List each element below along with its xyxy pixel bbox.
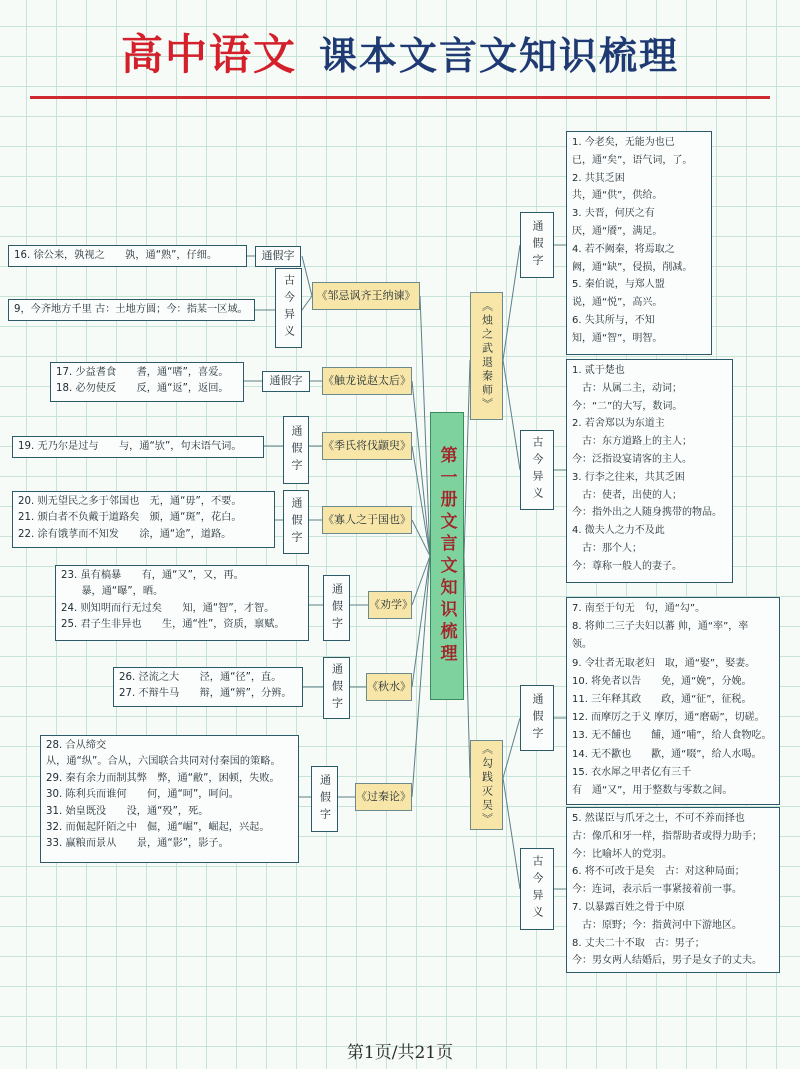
note-line: 33. 赢粮而景从 景，通“影”，影子。 [46, 838, 229, 850]
tag-gujin-zouji: 古今异义 [275, 268, 302, 348]
notes-zouji-tongjiazi [8, 245, 247, 267]
note-line: 今：泛指设宴请客的主人。 [572, 453, 692, 465]
note-line: 29. 秦有余力而制其弊 弊，通“敝”，困顿，失败。 [46, 772, 280, 784]
note-line: 共，通“供”，供给。 [572, 190, 663, 202]
note-line: 9，今齐地方千里 古：土地方圆；今：指某一区域。 [14, 304, 248, 315]
note-line: 25. 君子生非异也 生，通“性”，资质，禀赋。 [61, 619, 285, 631]
note-line: 24. 则知明而行无过矣 知，通“智”，才智。 [61, 602, 275, 614]
note-line: 今：比喻坏人的党羽。 [572, 848, 672, 860]
notes-jishi [12, 436, 264, 458]
notes-goujian-gujin [566, 807, 780, 973]
article-quanxue: 《劝学》 [368, 591, 412, 619]
tag-tongjiazi-qiushui: 通假字 [323, 657, 350, 719]
tag-tongjiazi-zouji: 通假字 [255, 246, 301, 267]
note-line: 6. 将不可改于是矣 古：对这种局面； [572, 866, 745, 878]
note-line: 26. 泾流之大 泾，通“径”，直。 [119, 672, 282, 683]
note-line: 21. 颁白者不负戴于道路矣 颁，通“斑”，花白。 [18, 512, 242, 524]
note-line: 知，通“智”，明智。 [572, 332, 663, 344]
note-line: 4. 若不阙秦，将焉取之 [572, 243, 675, 255]
note-line: 1. 贰于楚也 [572, 365, 625, 376]
note-line: 18. 必勿使反 反，通“返”，返回。 [56, 383, 229, 395]
note-line: 今：连词，表示后一事紧接着前一事。 [572, 884, 742, 896]
note-line: 31. 始皇既没 没，通“殁”，死。 [46, 805, 209, 817]
note-line: 20. 则无望民之多于邻国也 无，通“毋”，不要。 [18, 496, 242, 507]
tag-gujin-zhuzhiwu: 古今异义 [520, 430, 554, 510]
note-line: 6. 失其所与，不知 [572, 314, 655, 326]
note-line: 古：从属二主，动词； [572, 382, 682, 394]
note-line: 32. 而倔起阡陌之中 倔，通“崛”，崛起，兴起。 [46, 822, 270, 834]
article-zhuzhiwu: 《烛之武退秦师》 [470, 292, 503, 420]
note-line: 28. 合从缔交 [46, 740, 107, 751]
note-line: 8. 丈夫二十不取 古：男子； [572, 937, 705, 949]
note-line: 13. 无不餔也 餔，通“哺”，给人食物吃。 [572, 730, 772, 742]
tag-tongjiazi-zhuzhiwu: 通假字 [520, 212, 554, 278]
notes-quanxue [55, 565, 309, 641]
note-line: 5. 然谋臣与爪牙之士，不可不养而择也 [572, 813, 745, 824]
note-line: 古：那个人； [572, 542, 642, 554]
note-line: 厌，通“餍”，满足。 [572, 225, 663, 237]
note-line: 古：原野；今：指黄河中下游地区。 [572, 919, 742, 931]
note-line: 9. 令壮者无取老妇 取，通“娶”，娶妻。 [572, 657, 756, 669]
note-line: 领。 [572, 639, 592, 651]
note-line: 2. 若舍郑以为东道主 [572, 418, 665, 430]
tag-tongjiazi-guaren: 通假字 [283, 490, 309, 554]
title-main: 高中语文 [120, 30, 297, 79]
note-line: 古：使者，出使的人； [572, 489, 682, 501]
notes-guoqin [40, 735, 299, 863]
note-line: 5. 秦伯说，与郑人盟 [572, 279, 665, 291]
note-line: 22. 涂有饿莩而不知发 涂，通“途”，道路。 [18, 528, 232, 540]
note-line: 2. 共其乏困 [572, 172, 625, 184]
note-line: 1. 今老矣，无能为也已 [572, 137, 675, 148]
note-line: 7. 南至于句无 句，通“勾”。 [572, 603, 706, 614]
center-topic: 第一册文言文知识梳理 [430, 412, 464, 700]
article-qiushui: 《秋水》 [366, 673, 412, 701]
note-line: 阙，通“缺”，侵损，削减。 [572, 261, 693, 273]
note-line: 30. 陈利兵而谁何 何，通“呵”，呵问。 [46, 789, 239, 801]
note-line: 今：“二”的大写，数词。 [572, 400, 683, 412]
notes-qiushui [113, 667, 303, 707]
note-line: 7. 以暴露百姓之骨于中原 [572, 901, 685, 913]
note-line: 今：尊称一般人的妻子。 [572, 560, 682, 572]
note-line: 4. 微夫人之力不及此 [572, 525, 665, 537]
note-line: 16. 徐公来，孰视之 孰，通“熟”，仔细。 [14, 250, 218, 261]
tag-tongjiazi-chulong: 通假字 [262, 371, 310, 392]
notes-zhuzhiwu-tongjiazi [566, 131, 712, 355]
note-line: 15. 衣水犀之甲者亿有三千 [572, 766, 692, 778]
note-line: 有 通“又”，用于整数与零数之间。 [572, 785, 733, 797]
article-goujian: 《勾践灭吴》 [470, 740, 503, 830]
notes-zouji-gujin [8, 299, 255, 321]
article-guaren: 《寡人之于国也》 [322, 506, 412, 534]
title-sub: 课本文言文知识梳理 [319, 33, 680, 78]
article-guoqin: 《过秦论》 [355, 783, 412, 811]
article-chulong: 《触龙说赵太后》 [322, 367, 412, 395]
note-line: 今：指外出之人随身携带的物品。 [572, 507, 722, 519]
note-line: 从，通“纵”。合从，六国联合共同对付秦国的策略。 [46, 756, 281, 768]
article-jishi: 《季氏将伐颛臾》 [322, 432, 412, 460]
note-line: 11. 三年释其政 政，通“征”，征税。 [572, 694, 752, 706]
note-line: 今：男女两人结婚后，男子是女子的丈夫。 [572, 955, 762, 967]
notes-zhuzhiwu-gujin [566, 359, 733, 583]
note-line: 3. 夫晋，何厌之有 [572, 208, 655, 220]
notes-chulong [50, 362, 244, 402]
note-line: 19. 无乃尔是过与 与，通“欤”，句末语气词。 [18, 441, 242, 452]
note-line: 3. 行李之往来，共其乏困 [572, 471, 685, 483]
note-line: 23. 虽有槁暴 有，通“又”，又，再。 [61, 570, 244, 581]
tag-tongjiazi-guoqin: 通假字 [311, 766, 338, 832]
notes-guaren [12, 491, 275, 548]
note-line: 10. 将免者以告 免，通“娩”，分娩。 [572, 675, 752, 687]
tag-tongjiazi-goujian: 通假字 [520, 685, 554, 751]
page-number: 第1页/共21页 [346, 1043, 454, 1063]
note-line: 14. 无不歠也 歠，通“啜”，给人水喝。 [572, 748, 762, 760]
note-line: 27. 不辩牛马 辩，通“辨”，分辨。 [119, 688, 292, 700]
note-line: 说，通“悦”，高兴。 [572, 297, 663, 309]
note-line: 12. 而摩厉之于义 摩厉，通“磨砺”，切磋。 [572, 712, 765, 724]
tag-tongjiazi-quanxue: 通假字 [323, 575, 350, 641]
note-line: 暴，通“曝”，晒。 [61, 586, 164, 598]
tag-gujin-goujian: 古今异义 [520, 848, 554, 930]
note-line: 17. 少益耆食 耆，通“嗜”，喜爱。 [56, 367, 229, 378]
note-line: 古：像爪和牙一样，指帮助者或得力助手； [572, 830, 762, 842]
notes-goujian-tongjiazi [566, 597, 780, 805]
note-line: 古：东方道路上的主人； [572, 436, 692, 448]
tag-tongjiazi-jishi: 通假字 [283, 416, 309, 484]
note-line: 8. 将帅二三子夫妇以蕃 帅，通“率”，率 [572, 621, 749, 633]
note-line: 已，通“矣”，语气词，了。 [572, 154, 693, 166]
article-zouji: 《邹忌讽齐王纳谏》 [312, 282, 420, 310]
